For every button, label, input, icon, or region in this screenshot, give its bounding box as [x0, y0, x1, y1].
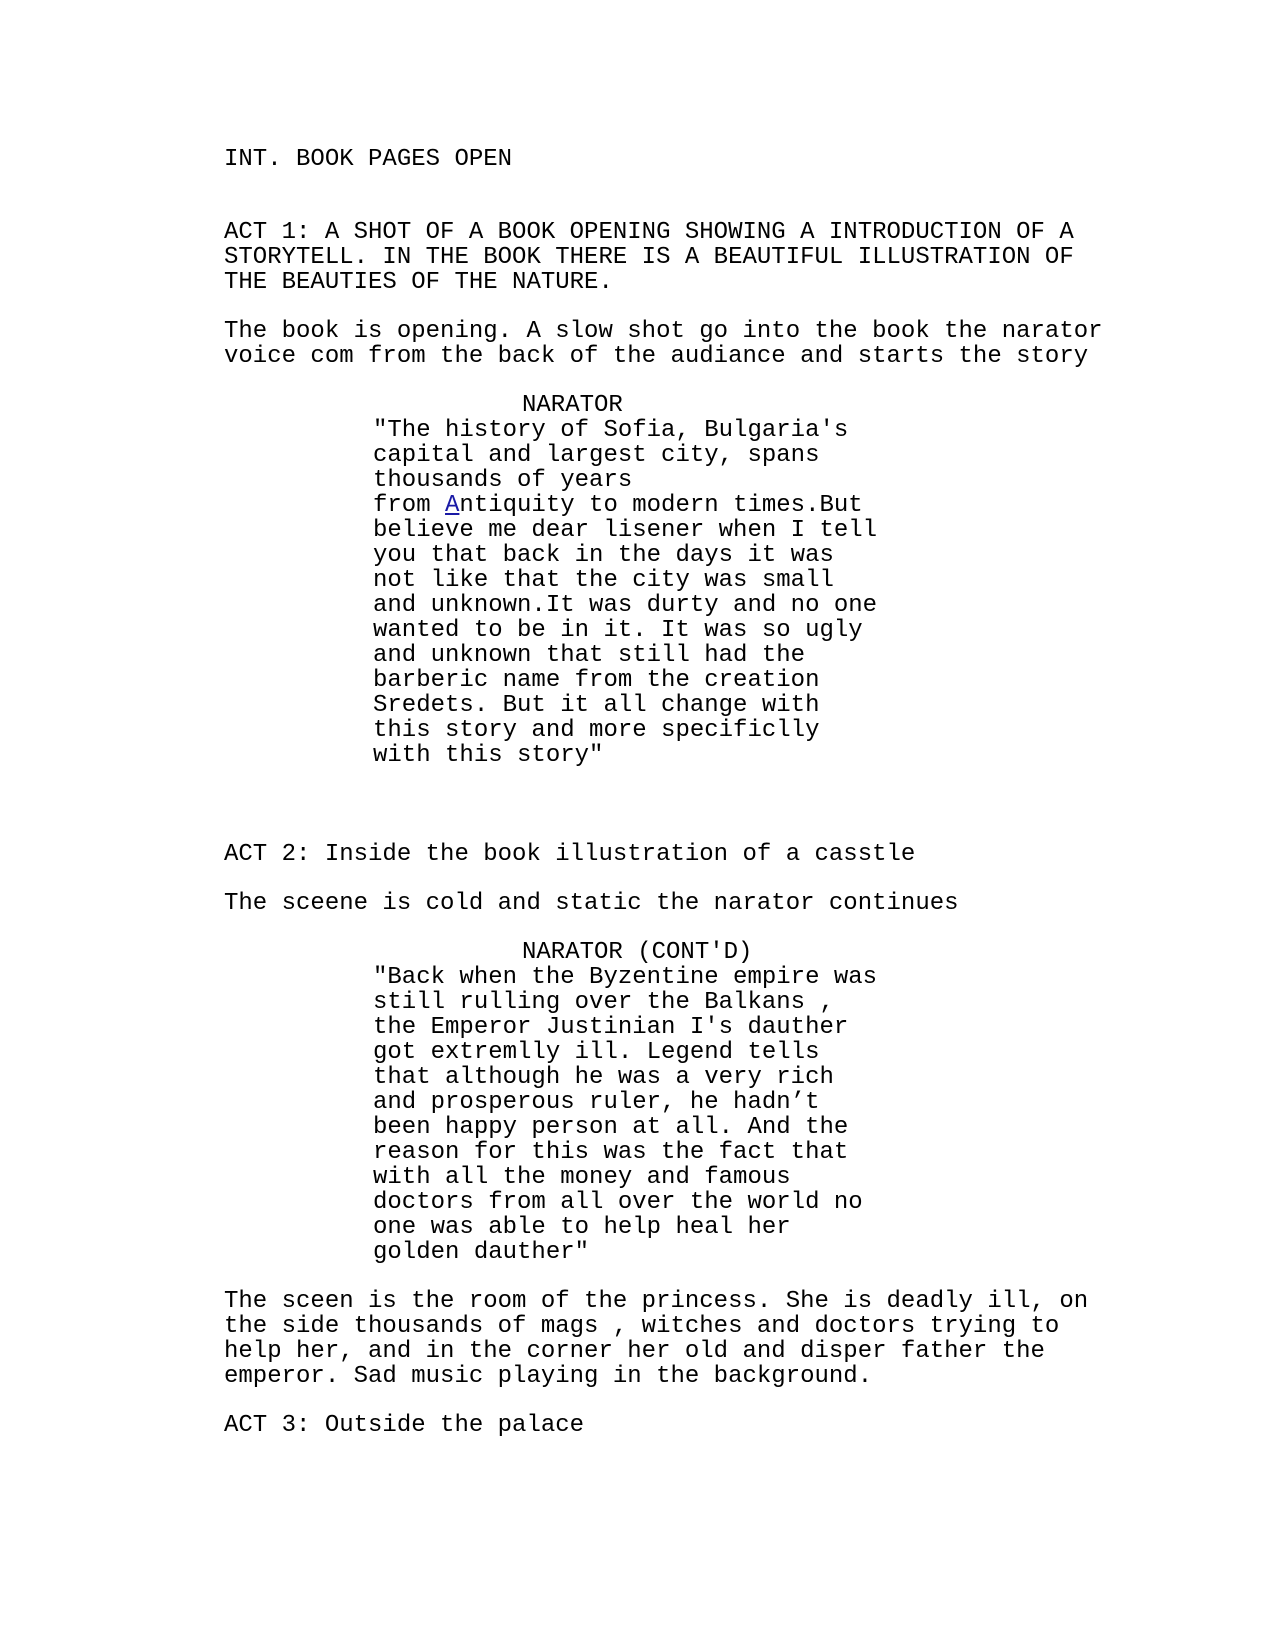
antiquity-link[interactable]: A	[445, 492, 460, 519]
dialogue-line: "The history of Sofia, Bulgaria's	[373, 417, 849, 444]
action-line: The sceene is cold and static the narator continues	[224, 890, 959, 917]
dialogue-line	[373, 493, 863, 518]
dialogue-line: "Back when the Byzentine empire was	[373, 964, 878, 991]
act1-line: STORYTELL. IN THE BOOK THERE IS A BEAUTIFUL ILLUSTRATION OF	[224, 244, 1074, 271]
action-line: help her, and in the corner her old and disper father the	[224, 1338, 1045, 1365]
action-line: emperor. Sad music playing in the background.	[224, 1363, 873, 1390]
dialogue-line: reason for this was the fact that	[373, 1139, 849, 1166]
character-name: NARATOR (CONT'D)	[522, 939, 753, 966]
dialogue-line: still rulling over the Balkans ,	[373, 989, 834, 1016]
dialogue-line: and prosperous ruler, he hadn’t	[373, 1089, 820, 1116]
dialogue-line: wanted to be in it. It was so ugly	[373, 617, 863, 644]
action-line: voice com from the back of the audiance and starts the story	[224, 343, 1089, 370]
character-name: NARATOR	[522, 392, 623, 419]
dialogue-line: not like that the city was small	[373, 567, 834, 594]
dialogue-line: been happy person at all. And the	[373, 1114, 849, 1141]
action-line: the side thousands of mags , witches and doctors trying to	[224, 1313, 1060, 1340]
scene-heading: INT. BOOK PAGES OPEN	[224, 146, 513, 173]
dialogue-line: the Emperor Justinian I's dauther	[373, 1014, 849, 1041]
act2-heading: ACT 2: Inside the book illustration of a casstle	[224, 841, 916, 868]
dialogue-line: believe me dear lisener when I tell	[373, 517, 878, 544]
dialogue-line: doctors from all over the world no	[373, 1189, 863, 1216]
dialogue-line: Sredets. But it all change with	[373, 692, 820, 719]
dialogue-line: this story and more specificlly	[373, 717, 820, 744]
dialogue-line: and unknown.It was durty and no one	[373, 592, 878, 619]
dialogue-line: thousands of years	[373, 467, 633, 494]
action-line: The sceen is the room of the princess. She is deadly ill, on	[224, 1288, 1089, 1315]
dialogue-line: that although he was a very rich	[373, 1064, 834, 1091]
dialogue-line: barberic name from the creation	[373, 667, 820, 694]
dialogue-line: with this story"	[373, 742, 604, 769]
dialogue-text: from	[373, 492, 446, 519]
dialogue-line: got extremlly ill. Legend tells	[373, 1039, 820, 1066]
act3-heading: ACT 3: Outside the palace	[224, 1412, 585, 1439]
dialogue-line: and unknown that still had the	[373, 642, 806, 669]
dialogue-line: golden dauther"	[373, 1239, 590, 1266]
action-line: The book is opening. A slow shot go into the book the narator	[224, 318, 1103, 345]
dialogue-text: ntiquity to modern times.But	[459, 492, 863, 519]
dialogue-line: capital and largest city, spans	[373, 442, 820, 469]
dialogue-line: with all the money and famous	[373, 1164, 791, 1191]
act1-line: THE BEAUTIES OF THE NATURE.	[224, 269, 613, 296]
dialogue-line: one was able to help heal her	[373, 1214, 791, 1241]
act1-line: ACT 1: A SHOT OF A BOOK OPENING SHOWING A INTRODUCTION OF A	[224, 219, 1074, 246]
dialogue-line: you that back in the days it was	[373, 542, 834, 569]
